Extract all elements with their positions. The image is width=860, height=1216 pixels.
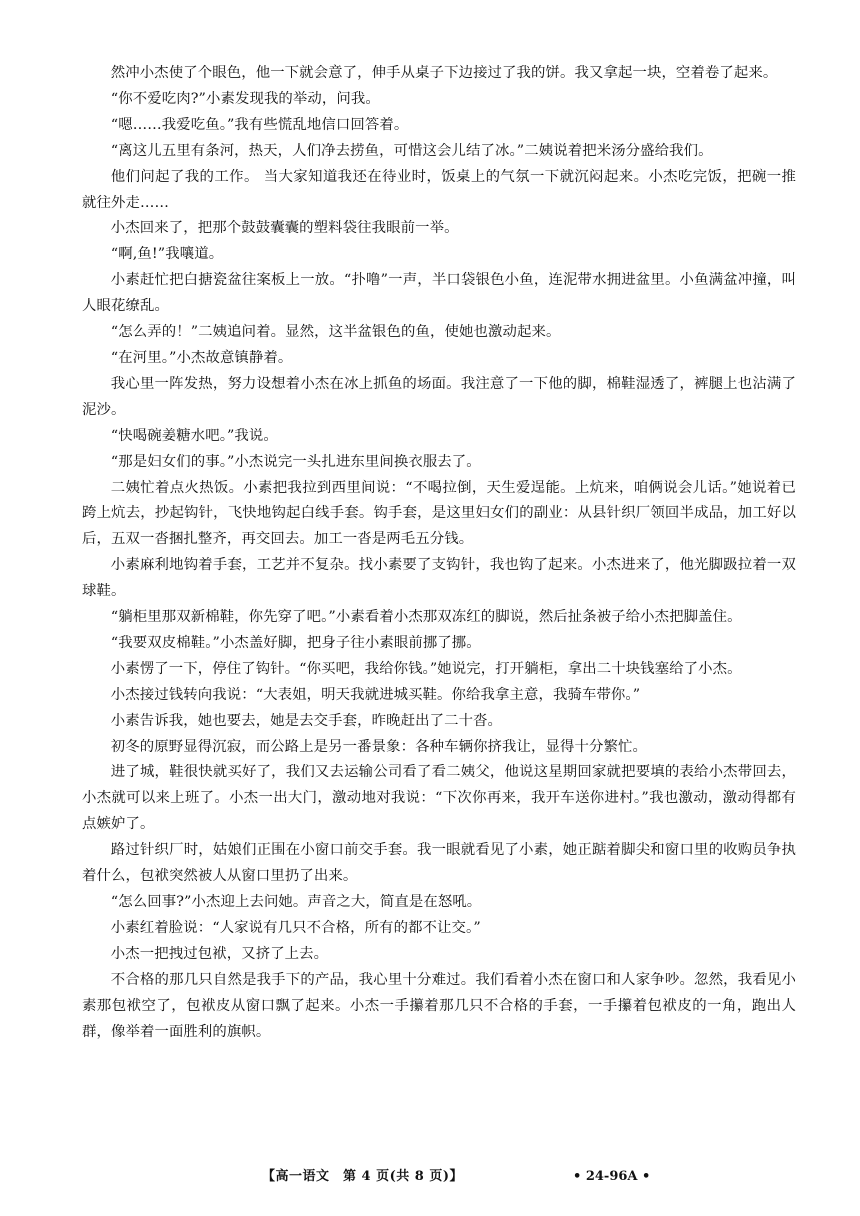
paragraph: 小素麻利地钩着手套，工艺并不复杂。找小素要了支钩针，我也钩了起来。小杰进来了，他光脚趿拉着一双球鞋。 [82, 557, 796, 600]
paragraph: 小杰回来了，把那个鼓鼓囊囊的塑料袋往我眼前一举。 [110, 220, 459, 237]
paragraph: 小素愣了一下，停住了钩针。“你买吧，我给你钱。”她说完，打开躺柜，拿出二十块钱塞给了小杰。 [110, 660, 742, 677]
page-footer [0, 1166, 860, 1188]
paragraph: “怎么弄的！”二姨追问着。显然，这半盆银色的鱼，使她也激动起来。 [110, 324, 561, 341]
paragraph: “嗯……我爱吃鱼。”我有些慌乱地信口回答着。 [110, 116, 409, 133]
paragraph: “怎么回事?”小杰迎上去问她。声音之大，简直是在怒吼。 [110, 894, 482, 910]
paragraph: 他们问起了我的工作。 当大家知道我还在待业时，饭桌上的气氛一下就沉闷起来。小杰吃完饭，把碗一推就往外走…… [82, 168, 796, 211]
paragraph: “在河里。”小杰故意镇静着。 [110, 349, 293, 366]
paragraph: 初冬的原野显得沉寂，而公路上是另一番景象：各种车辆你挤我让，显得十分繁忙。 [110, 738, 647, 755]
paragraph: “离这儿五里有条河，热天，人们净去捞鱼，可惜这会儿结了冰。”二姨说着把米汤分盛给我们。 [110, 142, 713, 159]
paragraph: 二姨忙着点火热饭。小素把我拉到西里间说：“不喝拉倒，天生爱逞能。上炕来，咱俩说会儿话。”她说着已跨上炕去，抄起钩针，飞快地钩起白线手套。钩手套，是这里妇女们的副业：从县针织厂领回半成品，加工好以后，五双一沓捆扎整齐，再交回去。加工一沓是两毛五分钱。 [82, 479, 796, 548]
paragraph: “你不爱吃肉?”小素发现我的举动，问我。 [110, 90, 380, 107]
paragraph: “那是妇女们的事。”小杰说完一头扎进东里间换衣服去了。 [110, 453, 481, 470]
paragraph: “啊,鱼!”我嚷道。 [110, 246, 224, 263]
paragraph: 小素赶忙把白搪瓷盆往案板上一放。“扑噜”一声，半口袋银色小鱼，连泥带水拥进盆里。小鱼满盆冲撞，叫人眼花缭乱。 [82, 272, 796, 315]
paragraph: 然冲小杰使了个眼色，他一下就会意了，伸手从桌子下边接过了我的饼。我又拿起一块，空着卷了起来。 [110, 65, 778, 81]
paragraph: 小杰一把拽过包袱，又挤了上去。 [110, 945, 329, 962]
paragraph: “躺柜里那双新棉鞋，你先穿了吧。”小素看着小杰那双冻红的脚说，然后扯条被子给小杰把脚盖住。 [110, 609, 742, 626]
paragraph: “我要双皮棉鞋。”小杰盖好脚，把身子往小素眼前挪了挪。 [110, 634, 481, 651]
paragraph: 进了城，鞋很快就买好了，我们又去运输公司看了看二姨父，他说这星期回家就把要填的表给小杰带回去，小杰就可以来上班了。小杰一出大门，激动地对我说：“下次你再来，我开车送你进村。”我也激动，激动得都有点嫉妒了。 [82, 764, 796, 833]
paragraph: 我心里一阵发热，努力设想着小杰在冰上抓鱼的场面。我注意了一下他的脚，棉鞋湿透了，裤腿上也沾满了泥沙。 [82, 375, 796, 418]
article-body [82, 61, 796, 1045]
paragraph: 不合格的那几只自然是我手下的产品，我心里十分难过。我们看着小杰在窗口和人家争吵。忽然，我看见小素那包袱空了，包袱皮从窗口飘了起来。小杰一手攥着那几只不合格的手套，一手攥着包袱皮的一角，跑出人群，像举着一面胜利的旗帜。 [82, 971, 796, 1040]
footer-page-info: 【高一语文 第 4 页(共 8 页)】 [262, 1169, 463, 1184]
footer-exam-code: • 24-96A • [573, 1169, 651, 1184]
paragraph: 小杰接过钱转向我说：“大表姐，明天我就进城买鞋。你给我拿主意，我骑车带你。” [110, 686, 641, 703]
paragraph: 小素告诉我，她也要去，她是去交手套，昨晚赶出了二十沓。 [110, 712, 503, 729]
paragraph: 路过针织厂时，姑娘们正围在小窗口前交手套。我一眼就看见了小素，她正踮着脚尖和窗口里的收购员争执着什么，包袱突然被人从窗口里扔了出来。 [82, 842, 796, 885]
paragraph: “快喝碗姜糖水吧。”我说。 [110, 427, 278, 444]
paragraph: 小素红着脸说：“人家说有几只不合格，所有的都不让交。” [110, 919, 481, 936]
